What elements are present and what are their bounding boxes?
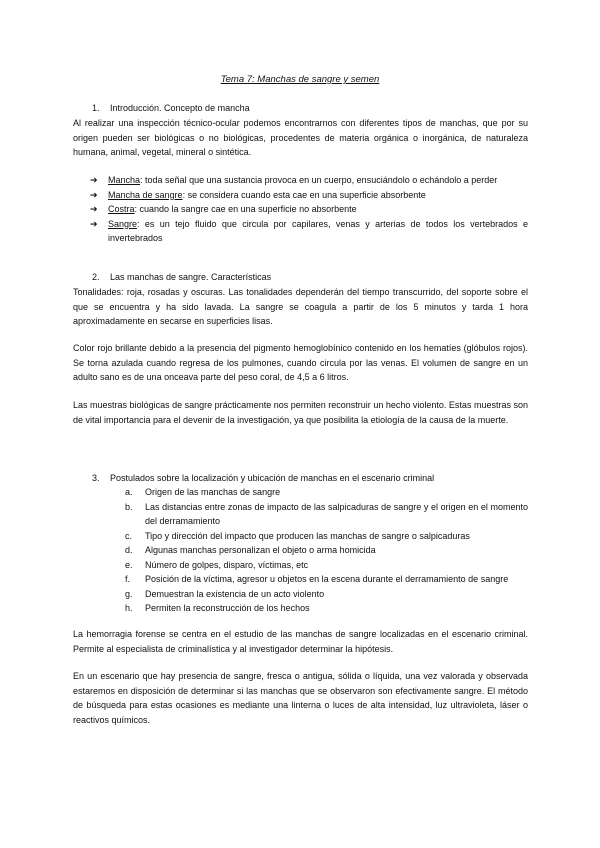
list-item-text: Posición de la víctima, agresor u objetos en la escena durante el derramamiento de sangre — [145, 574, 509, 584]
page-title: Tema 7: Manchas de sangre y semen — [220, 74, 380, 85]
list-item-text: Algunas manchas personalizan el objeto o arma homicida — [145, 545, 376, 555]
arrow-bullet-icon: ➔ — [90, 189, 98, 200]
list-item — [125, 587, 528, 602]
list-item — [90, 173, 528, 188]
section-3-paragraph-1: La hemorragia forense se centra en el estudio de las manchas de sangre localizadas en el escenario criminal. Permite al especialista de criminalística y al investigador determinar la hipótesis. — [73, 629, 528, 654]
list-item-text: Las distancias entre zonas de impacto de las salpicaduras de sangre y el origen en el momento del derramamiento — [145, 501, 528, 526]
list-item-letter: a. — [125, 487, 133, 497]
section-2-heading — [92, 270, 271, 285]
list-item-text: Origen de las manchas de sangre — [145, 487, 281, 497]
list-item-letter: c. — [125, 530, 133, 541]
list-item-text: Número de golpes, disparo, víctimas, etc — [145, 559, 309, 570]
definition-term: Mancha de sangre — [108, 189, 183, 200]
list-item — [125, 529, 528, 544]
list-item — [125, 558, 528, 573]
section-2-title: Las manchas de sangre. Características — [110, 272, 272, 282]
list-item — [125, 572, 528, 587]
section-2-paragraph-1: Tonalidades: roja, rosadas y oscuras. Las tonalidades dependerán del tiempo transcurrido, del soporte sobre el que se encuentra y ha sido lavada. La sangre se coagula a partir de los 5 minutos y tarda 1 hora aproximadamente en secarse en superficies lisas. — [73, 287, 528, 326]
section-3-paragraph-2: En un escenario que hay presencia de sangre, fresca o antigua, sólida o líquida, una vez valorada y observada estaremos en disposición de determinar si las manchas que se observaron son efectivamente sangre. El método de búsqueda para estas ocasiones es mediante una linterna o luces de alta intensidad, luz ultravioleta, láser o reactivos químicos. — [73, 671, 528, 725]
definition-text: : cuando la sangre cae en una superficie no absorbente — [134, 204, 357, 214]
arrow-bullet-icon: ➔ — [90, 218, 98, 229]
definition-text: : es un tejo fluido que circula por capilares, venas y arterias de todos los vertebrados e invertebrados — [108, 218, 528, 243]
postulates-list — [125, 485, 528, 616]
section-2-number: 2. — [92, 272, 100, 282]
list-item-letter: b. — [125, 501, 133, 512]
definitions-list — [90, 173, 528, 246]
list-item-letter: g. — [125, 588, 133, 599]
list-item — [90, 188, 528, 203]
definition-term: Mancha — [108, 175, 141, 185]
section-3-title: Postulados sobre la localización y ubicación de manchas en el escenario criminal — [110, 473, 435, 483]
arrow-bullet-icon: ➔ — [90, 204, 98, 214]
section-1-heading — [92, 101, 250, 116]
section-3-number: 3. — [92, 473, 100, 483]
section-2-paragraph-2: Color rojo brillante debido a la presencia del pigmento hemoglobínico contenido en los hematíes (glóbulos rojos). Se torna azulada cuando regresa de los pulmones, cuando circula por las venas. El volumen de sangre en un adulto sano es de una onceava parte del peso coral, de 4,5 a 6 litros. — [73, 343, 528, 382]
list-item-text: Permiten la reconstrucción de los hechos — [145, 603, 310, 613]
list-item — [90, 202, 528, 217]
list-item-letter: d. — [125, 545, 133, 555]
definition-text: : toda señal que una sustancia provoca en un cuerpo, ensuciándolo o echándolo a perder — [140, 175, 498, 185]
definition-term: Costra — [108, 204, 135, 214]
section-1-paragraph: Al realizar una inspección técnico-ocular podemos encontrarnos con diferentes tipos de manchas, que por su origen pueden ser biológicas o no biológicas, procedentes de materia orgánica o inorgánica, de naturaleza humana, animal, vegetal, mineral o sintética. — [73, 118, 528, 157]
list-item-text: Demuestran la existencia de un acto violento — [145, 588, 325, 599]
list-item-letter: e. — [125, 559, 133, 570]
list-item-letter: f. — [125, 574, 131, 584]
list-item — [90, 217, 528, 246]
list-item-text: Tipo y dirección del impacto que producen las manchas de sangre o salpicaduras — [145, 530, 470, 541]
list-item — [125, 485, 528, 500]
list-item-letter: h. — [125, 603, 133, 613]
section-2-paragraph-3: Las muestras biológicas de sangre prácticamente nos permiten reconstruir un hecho violento. Estas muestras son de vital importancia para el devenir de la investigación, ya que posibilita la etiología de la causa de la muerte. — [73, 400, 528, 425]
section-1-title: Introducción. Concepto de mancha — [110, 103, 250, 113]
section-1-number: 1. — [92, 103, 100, 113]
list-item — [125, 543, 528, 558]
list-item — [125, 500, 528, 529]
definition-term: Sangre — [108, 218, 138, 229]
section-3-heading — [92, 471, 434, 486]
definition-text: : se considera cuando esta cae en una superficie absorbente — [182, 189, 426, 200]
arrow-bullet-icon: ➔ — [90, 175, 98, 185]
list-item — [125, 601, 528, 616]
